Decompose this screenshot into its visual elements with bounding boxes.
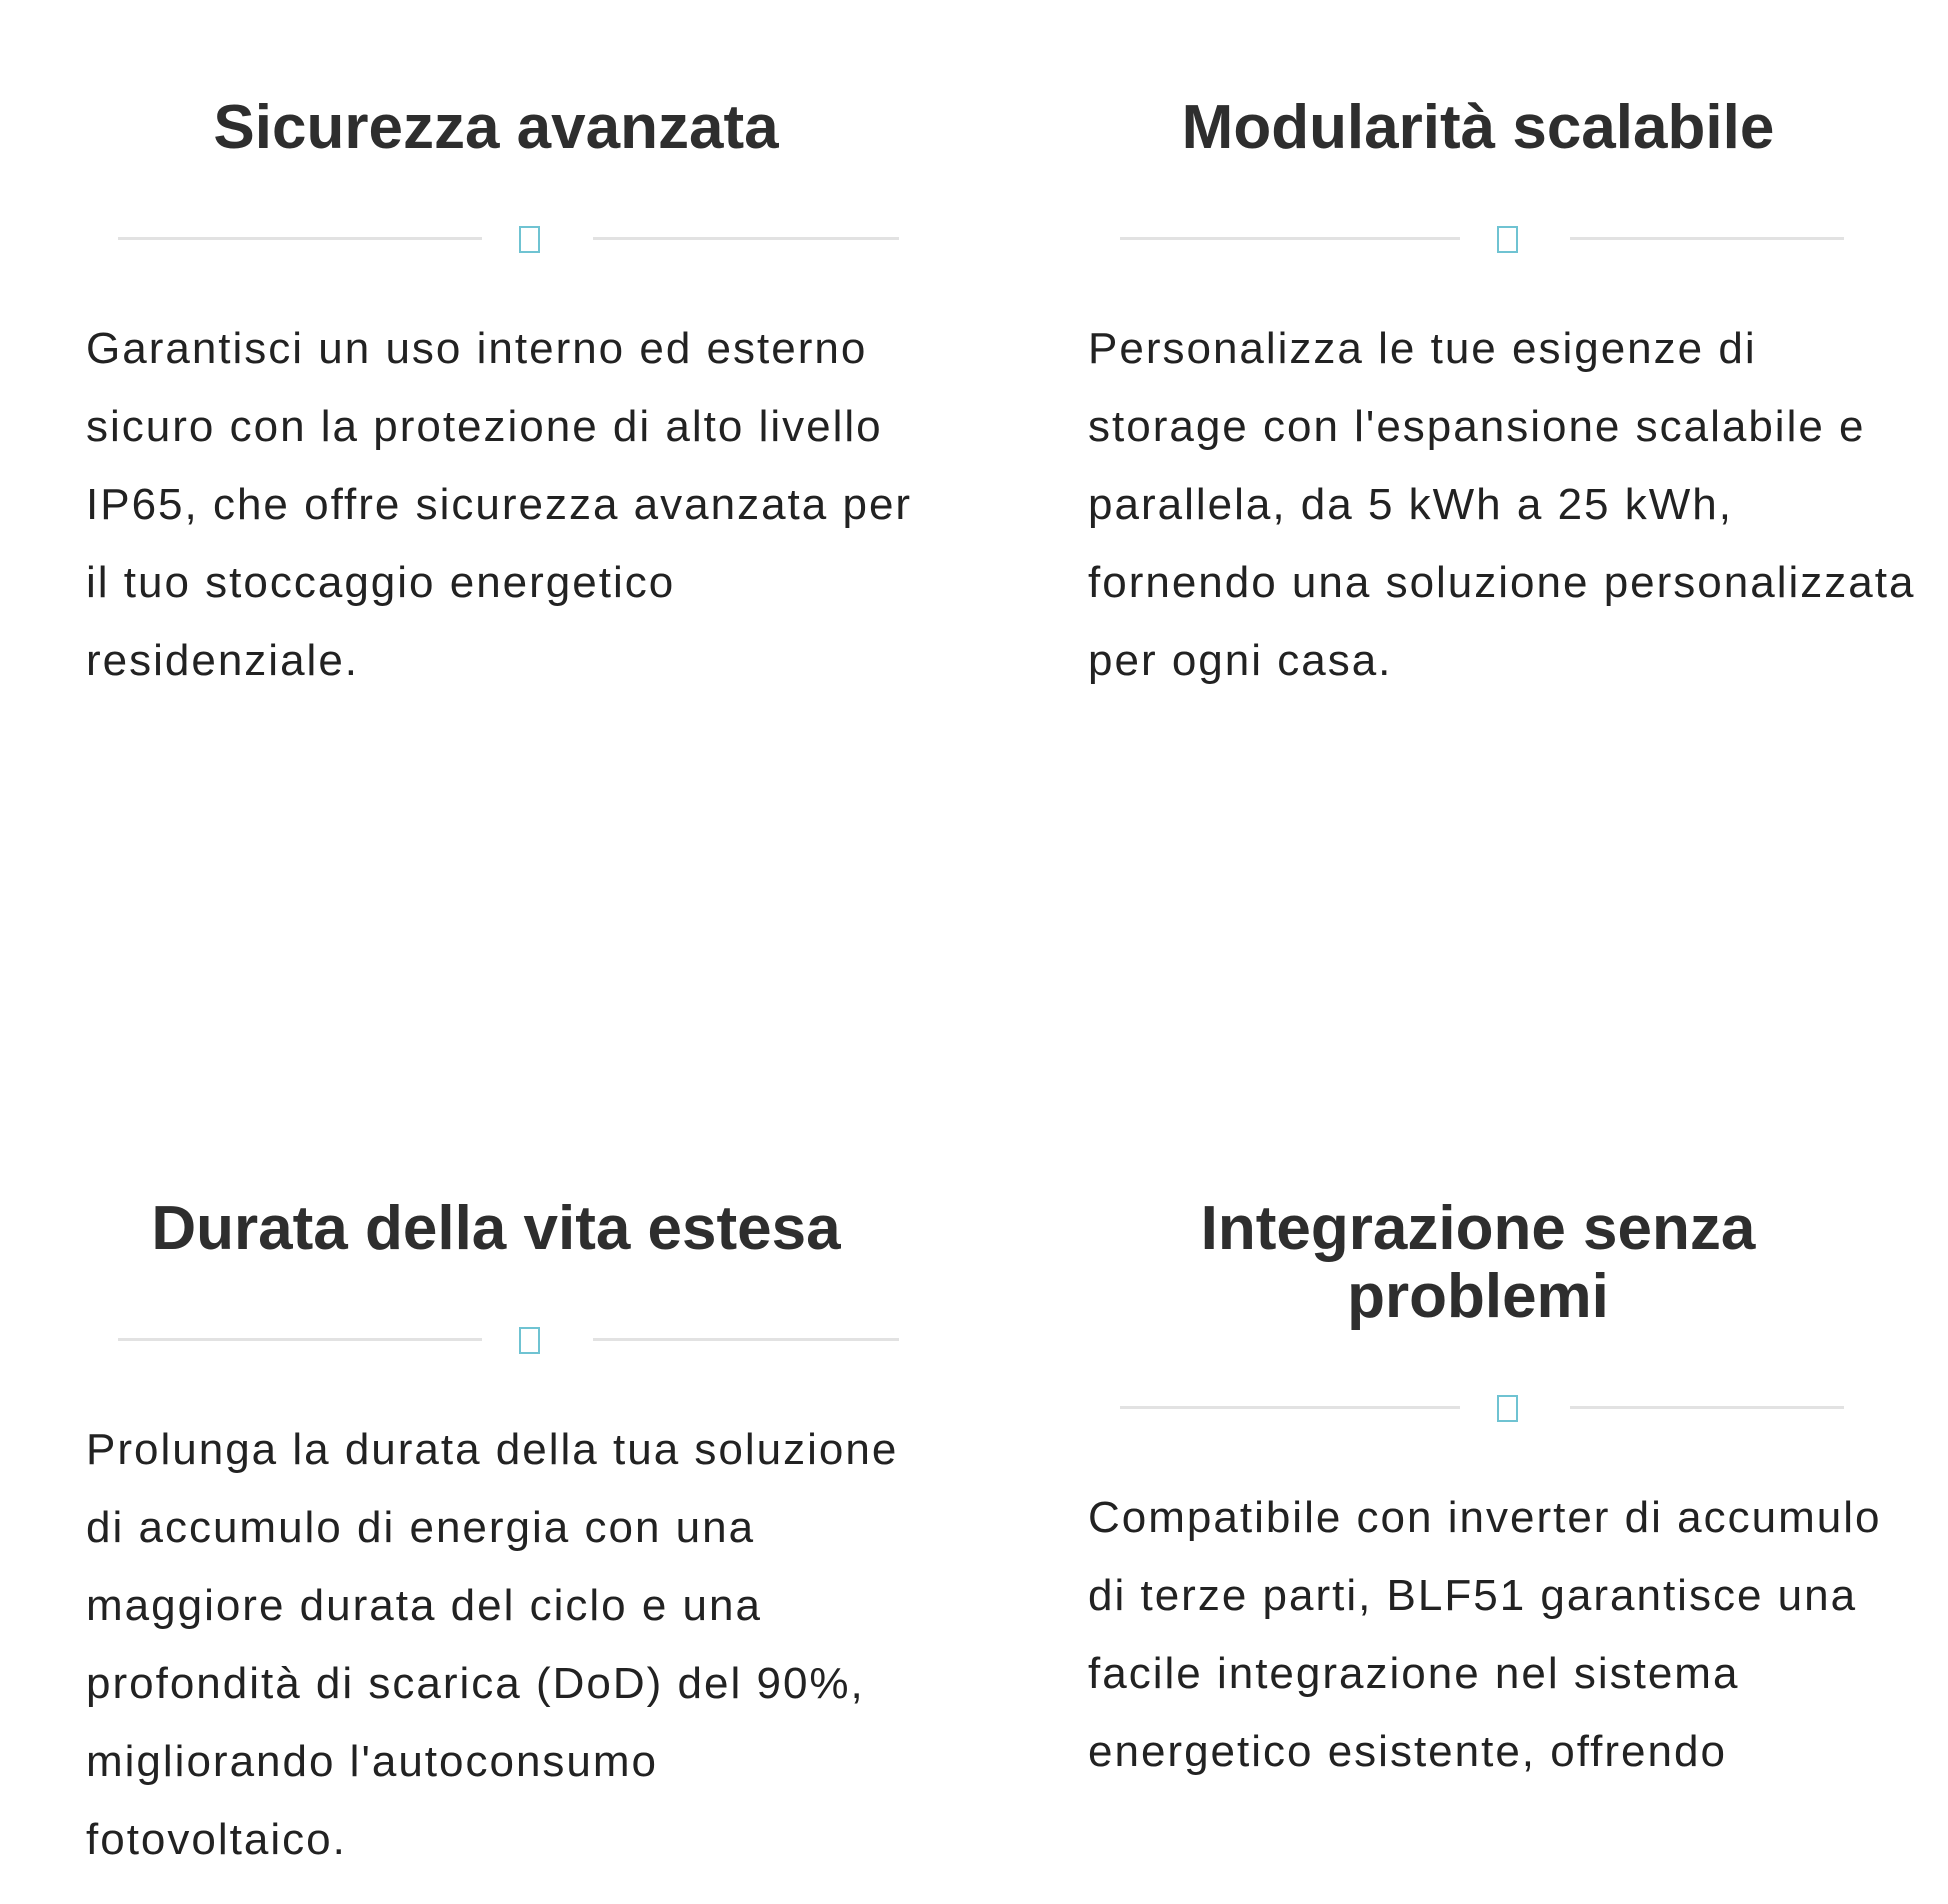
feature-title: Sicurezza avanzata [213, 93, 779, 162]
feature-card-lifespan [86, 1195, 926, 1879]
title-divider [1088, 1387, 1928, 1427]
feature-title: Modularità scalabile [1181, 93, 1775, 162]
divider-line-left [1120, 237, 1460, 240]
divider-line-right [593, 1338, 899, 1341]
feature-description: Prolunga la durata della tua soluzione di accumulo di energia con una maggiore durata del ciclo e una profondità di scarica (DoD) del 90%, migliorando l'autoconsumo fotovoltaico. [86, 1425, 899, 1864]
divider-line-left [118, 237, 482, 240]
divider-line-right [1570, 237, 1844, 240]
title-divider [86, 1319, 926, 1359]
feature-description: Garantisci un uso interno ed esterno sicuro con la protezione di alto livello IP65, che offre sicurezza avanzata per il tuo stoccaggio energetico residenziale. [86, 324, 913, 685]
feature-title: Durata della vita estesa [151, 1194, 841, 1263]
feature-description: Compatibile con inverter di accumulo di terze parti, BLF51 garantisce una facile integrazione nel sistema energetico esistente, offrendo [1088, 1493, 1882, 1776]
diamond-icon [519, 226, 540, 253]
feature-card-security [86, 94, 926, 700]
feature-title: Integrazione senza problemi [1200, 1194, 1756, 1331]
title-divider [1088, 218, 1928, 258]
feature-card-modularity [1088, 94, 1928, 700]
diamond-icon [1497, 1395, 1518, 1422]
divider-line-right [593, 237, 899, 240]
diamond-icon [519, 1327, 540, 1354]
diamond-icon [1497, 226, 1518, 253]
divider-line-left [118, 1338, 482, 1341]
title-divider [86, 218, 926, 258]
divider-line-left [1120, 1406, 1460, 1409]
divider-line-right [1570, 1406, 1844, 1409]
feature-card-integration [1088, 1195, 1928, 1791]
feature-description: Personalizza le tue esigenze di storage con l'espansione scalabile e parallela, da 5 kWh a 25 kWh, fornendo una soluzione personalizzata per ogni casa. [1088, 324, 1916, 685]
